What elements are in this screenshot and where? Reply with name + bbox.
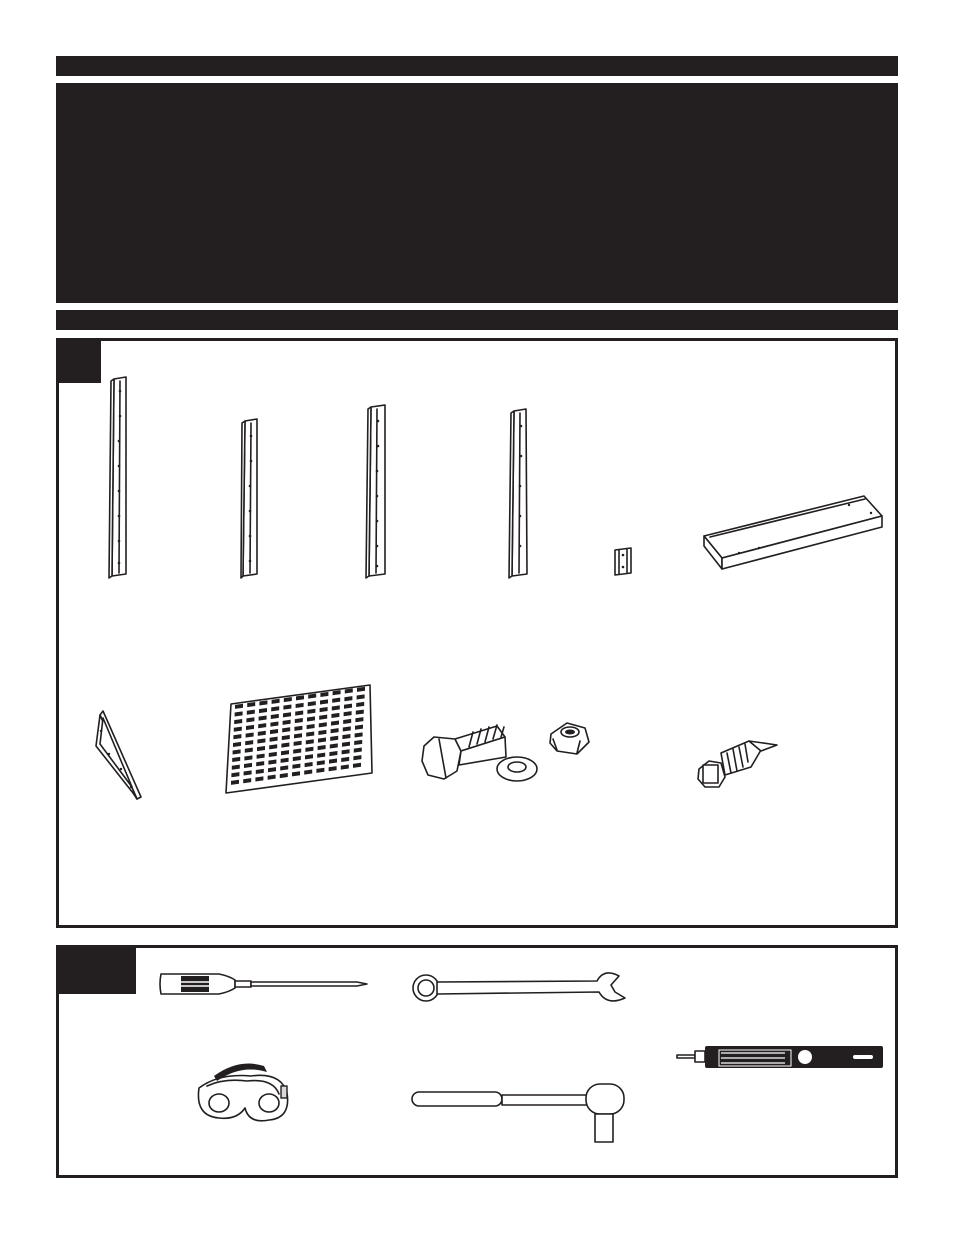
tools-illustration: [59, 948, 895, 1175]
upright-post-icon: [509, 409, 527, 578]
shelf-board-icon: [704, 496, 882, 569]
medium-upright-post-icon: [366, 405, 385, 578]
self-tapping-screw-icon: [698, 741, 777, 787]
combination-wrench-icon: [413, 973, 625, 1001]
louvered-panel-icon: [226, 685, 372, 793]
parts-panel: [56, 338, 898, 928]
short-upright-post-icon: [241, 419, 257, 578]
long-upright-post-icon: [109, 377, 126, 578]
header-block: [56, 83, 898, 303]
header-top-bar: [56, 56, 898, 76]
tools-panel: [56, 945, 898, 1178]
parts-illustration: [59, 341, 895, 925]
nut-driver-icon: [677, 1046, 883, 1068]
bolt-washer-nut-icon: [422, 723, 589, 781]
screwdriver-icon: [160, 974, 367, 994]
connector-plate-icon: [615, 548, 631, 575]
socket-wrench-icon: [412, 1084, 624, 1142]
safety-goggles-icon: [198, 1064, 287, 1121]
triangle-brace-icon: [96, 711, 141, 799]
header-middle-bar: [56, 310, 898, 330]
